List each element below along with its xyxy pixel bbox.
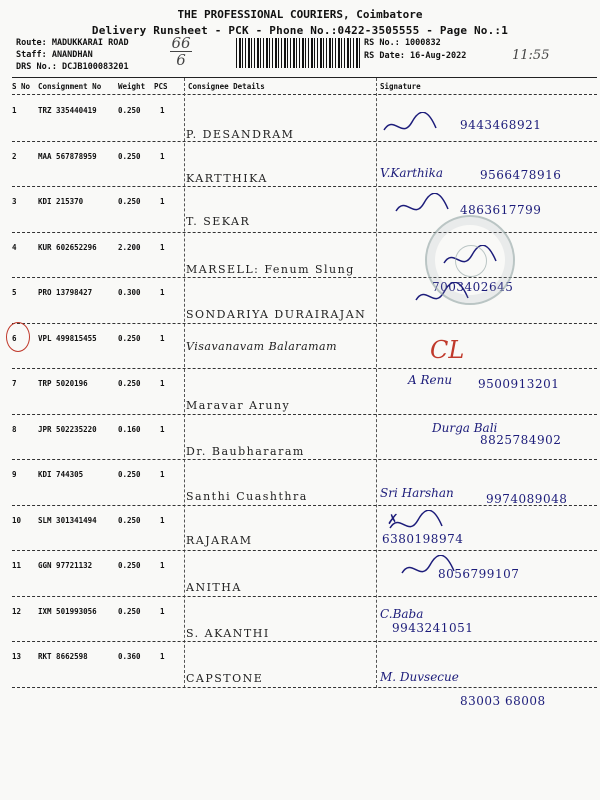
- row-consignee-name: SONDARIYA DURAIRAJAN: [186, 308, 367, 321]
- row-sno: 1: [12, 106, 17, 115]
- row-pcs: 1: [160, 151, 165, 161]
- row-signature: Durga Bali: [432, 420, 498, 435]
- row-signature: C.Baba: [380, 606, 424, 621]
- row-sno: 9: [12, 470, 17, 479]
- column-header-signature: Signature: [380, 82, 421, 91]
- row-signature: Sri Harshan: [380, 486, 454, 500]
- row-sno: 4: [12, 242, 17, 252]
- row-phone-number: 7003402645: [432, 280, 514, 294]
- row-consignment-no: PRO 13798427: [38, 288, 93, 297]
- row-consignment-no: KDI 744305: [38, 470, 84, 479]
- row-weight: 0.360: [118, 652, 141, 661]
- row-consignment-no: JPR 502235220: [38, 424, 97, 434]
- row-circle-mark: [6, 322, 30, 352]
- row-signature-scribble: [380, 112, 440, 141]
- row-pcs: 1: [160, 606, 165, 616]
- row-weight: 0.250: [118, 106, 141, 115]
- cancel-tick-mark: ✗: [387, 512, 399, 528]
- row-divider: [12, 368, 597, 369]
- row-pcs: 1: [160, 470, 165, 479]
- runsheet-title: Delivery Runsheet - PCK - Phone No.:0422-3505555 - Page No.:1: [91, 24, 509, 37]
- row-consignee-name: Visavanavam Balaramam: [186, 339, 338, 353]
- row-sno: 10: [12, 515, 22, 525]
- row-signature: A Renu: [408, 373, 453, 387]
- row-pcs: 1: [160, 197, 165, 206]
- row-phone-number: 8056799107: [438, 567, 520, 581]
- row-sno: 13: [12, 652, 22, 661]
- table-row: [12, 508, 597, 552]
- row-divider: [12, 505, 597, 506]
- row-sno: 2: [12, 151, 17, 161]
- row-sno: 7: [12, 379, 17, 388]
- row-weight: 0.250: [118, 333, 141, 343]
- row-sno: 12: [12, 606, 22, 616]
- row-sno: 5: [12, 288, 17, 297]
- row-weight: 0.250: [118, 470, 141, 479]
- table-row: [12, 599, 597, 643]
- row-consignee-name: Maravar Aruny: [186, 399, 291, 412]
- row-signature: M. Duvsecue: [380, 670, 459, 684]
- row-divider: [12, 141, 597, 142]
- row-consignment-no: KDI 215370: [38, 197, 84, 206]
- handwritten-count-top: 66: [171, 34, 191, 52]
- delivery-stamp: [425, 215, 515, 305]
- staff-label: Staff: ANANDHAN: [16, 50, 93, 60]
- row-divider: [12, 641, 597, 642]
- row-consignee-name: KARTTHIKA: [186, 171, 268, 185]
- row-pcs: 1: [160, 106, 165, 115]
- row-signature-scribble: [392, 193, 452, 222]
- row-divider: [12, 687, 597, 688]
- rs-number: RS No.: 1000832: [364, 38, 441, 48]
- row-consignee-name: P. DESANDRAM: [186, 128, 295, 141]
- row-weight: 0.250: [118, 379, 141, 388]
- row-phone-number: 4863617799: [460, 203, 542, 217]
- row-consignment-no: KUR 602652296: [38, 242, 97, 252]
- row-pcs: 1: [160, 379, 165, 388]
- row-weight: 0.250: [118, 515, 141, 525]
- handwritten-page-count: [170, 36, 192, 67]
- row-pcs: 1: [160, 333, 165, 343]
- column-header-weight: Weight: [118, 82, 146, 91]
- row-pcs: 1: [160, 515, 165, 525]
- row-phone-number: 83003 68008: [460, 694, 546, 708]
- handwritten-time: 11:55: [512, 48, 550, 63]
- column-header-consignment: Consignment No: [38, 82, 102, 91]
- row-pcs: 1: [160, 561, 165, 570]
- row-phone-number: 9974089048: [486, 492, 568, 506]
- route-label: Route: MADUKKARAI ROAD: [16, 38, 129, 48]
- row-consignment-no: TRZ 335440419: [38, 106, 97, 115]
- row-consignee-name: CAPSTONE: [186, 672, 264, 685]
- row-divider: [12, 459, 597, 460]
- row-consignee-name: Santhi Cuashthra: [186, 490, 308, 503]
- row-consignee-name: T. SEKAR: [186, 215, 251, 228]
- row-phone-number: 9500913201: [478, 377, 560, 391]
- row-pcs: 1: [160, 242, 165, 252]
- row-phone-number: 9566478916: [480, 167, 562, 182]
- row-weight: 0.300: [118, 288, 141, 297]
- row-phone-number: 9943241051: [392, 620, 474, 635]
- row-divider: [12, 232, 597, 233]
- row-sno: 8: [12, 424, 17, 434]
- row-consignee-name: Dr. Baubhararam: [186, 444, 305, 458]
- row-consignee-name: S. AKANTHI: [186, 626, 270, 640]
- row-weight: 0.250: [118, 606, 141, 616]
- column-header-sno: S No: [12, 82, 31, 91]
- row-sno: 11: [12, 561, 22, 570]
- table-row: [12, 644, 597, 688]
- row-weight: 0.160: [118, 424, 141, 434]
- row-divider: [12, 596, 597, 597]
- row-weight: 0.250: [118, 197, 141, 206]
- row-pcs: 1: [160, 652, 165, 661]
- row-consignee-name: ANITHA: [186, 581, 242, 594]
- row-consignment-no: GGN 97721132: [38, 561, 93, 570]
- row-pcs: 1: [160, 288, 165, 297]
- row-divider: [12, 323, 597, 324]
- row-consignment-no: TRP 5020196: [38, 379, 88, 388]
- row-consignment-no: SLM 301341494: [38, 515, 97, 525]
- row-consignment-no: VPL 499815455: [38, 333, 97, 343]
- cl-mark: CL: [430, 336, 465, 364]
- table-top-rule: [12, 77, 597, 78]
- row-weight: 2.200: [118, 242, 141, 252]
- company-name: THE PROFESSIONAL COURIERS, Coimbatore: [177, 8, 423, 21]
- row-phone-number: 8825784902: [480, 432, 562, 447]
- row-signature: V.Karthika: [380, 165, 444, 180]
- row-consignment-no: MAA 567878959: [38, 151, 97, 161]
- handwritten-count-bottom: 6: [176, 51, 186, 69]
- row-divider: [12, 186, 597, 187]
- row-consignment-no: IXM 501993056: [38, 606, 97, 616]
- row-phone-number: 9443468921: [460, 118, 542, 132]
- row-pcs: 1: [160, 424, 165, 434]
- rs-date: RS Date: 16-Aug-2022: [364, 51, 467, 61]
- drs-number: DRS No.: DCJB100083201: [16, 62, 129, 72]
- table-header-rule: [12, 94, 597, 95]
- row-consignee-name: MARSELL: Fenum Slung: [186, 262, 355, 276]
- row-divider: [12, 550, 597, 551]
- column-header-consignee: Consignee Details: [188, 82, 265, 91]
- row-weight: 0.250: [118, 561, 141, 570]
- row-sno: 6: [12, 333, 17, 343]
- row-consignee-name: RAJARAM: [186, 533, 253, 547]
- row-sno: 3: [12, 197, 17, 206]
- row-consignment-no: RKT 8662598: [38, 652, 88, 661]
- row-weight: 0.250: [118, 151, 141, 161]
- barcode: [236, 38, 360, 68]
- row-phone-number: 6380198974: [382, 531, 464, 546]
- column-header-pcs: PCS: [154, 82, 168, 91]
- row-divider: [12, 414, 597, 415]
